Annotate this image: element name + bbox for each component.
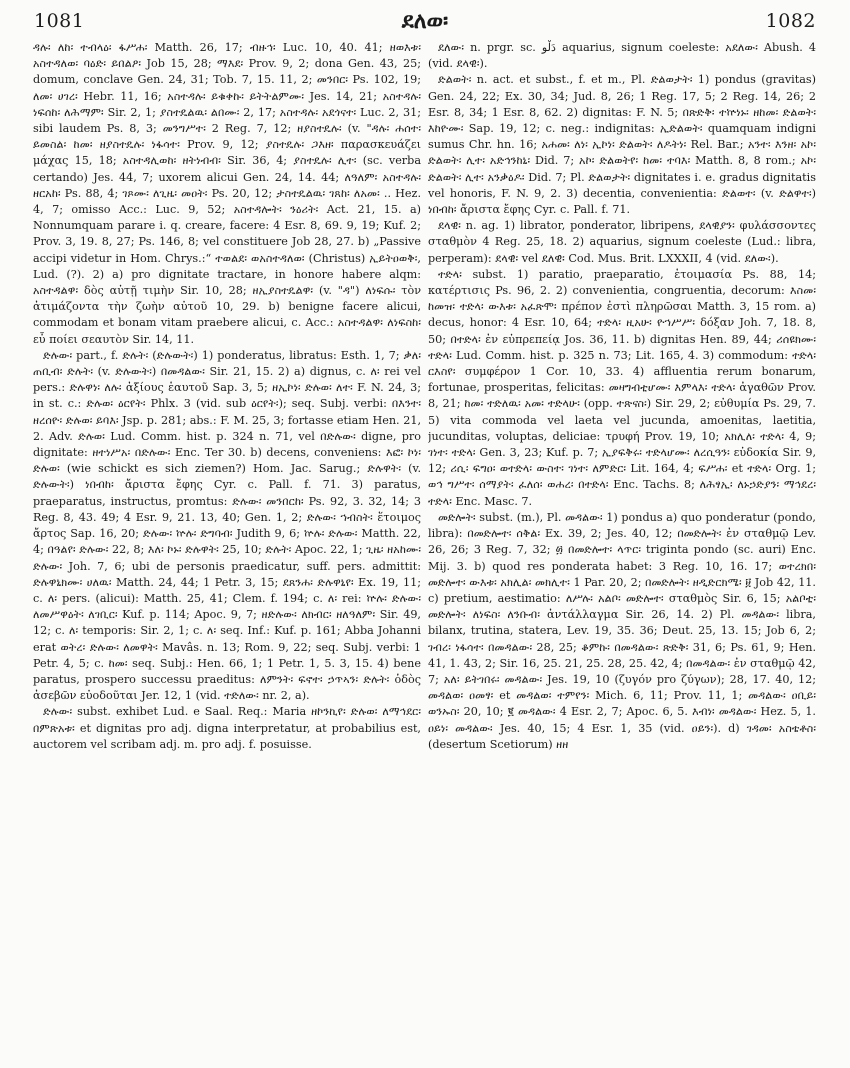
entry-paragraph: ድልወት፡ n. act. et subst., f. et m., Pl. ድልወታት፡ 1) pondus (gravitas) Gen. 24, 22; Ex. 30, 34; Jud. 8, 26; 1 Reg. 17, 5; 2 Reg. 14, 26; 2 Esr. 8, 34; 1 Esr. 8, 62. 2) dignitas: F. N. 5; በጽድቅ፡ ተኵነኑ፡ ዘከመ፡ ድልወት፡ እከዮሙ፡ Sap. 19, 12; c. neg.: indignitas: ኢድልወት፡ quamquam indigni sumus Chr. hn. 16; አሐመ፡ ለነ፡ ኢኮነ፡ ድልወት፡ ለዶትነ፡ Rel. Bar.; አንተ፡ እንዘ፡ አኮ፡ ድልወት፡ ሊተ፡ አድኅንከኒ፡ Did. 7; አኮ፡ ድልወትየ፡ ከመ፡ ተባእ፡ Matth. 8, 8 rom.; አኮ፡ ድልወት፡ ሊተ፡ አንቃዕዶ፡ Did. 7; Pl. ድልወታት፡ dignitates i. e. gradus dignitatis vel honoris, F. N. 9, 2. 3) decentia, convenientia: ድልወተ፡ (v. ድልዋተ፡) ነበብከ፡ ἄριστα ἔφης Cyr. c. Pall. f. 71. [428,73,816,217]
running-header [34,8,816,34]
right-column [428,40,816,1060]
page-number-left: 1081 [34,10,85,32]
entry-paragraph: ደላዊ፡ n. ag. 1) librator, ponderator, libripens, ደላዊያን፡ φυλάσσοντες σταθμὸν 4 Reg. 25, 18. 2) aquarius, signum coeleste (Lud.: libra, perperam): ደላዊ፡ vel ደለዊ፡ Cod. Mus. Brit. LXXXII, 4 (vid. ደለው፡). [428,219,816,265]
entry-paragraph: ዳሉ፡ ለከ፡ ተብላዕ፡ ፋሥሐ፡ Matth. 26, 17; ብዙኅ፡ Luc. 10, 40. 41; ዘወእቱ፡ አስተዳለወ፡ ባዕድ፡ ይበልዖ፡ Job 15, 28; ማእደ፡ Prov. 9, 2; dona Gen. 43, 25; domum, conclave Gen. 24, 31; Tob. 7, 15. 11, 2; መንበር፡ Ps. 102, 19; ለመ፡ ሀገረ፡ Hebr. 11, 16; አስተዳሉ፡ ይቁቀኩ፡ ይትትልምሙ፡ Jes. 14, 21; አስተዳሉ፡ ነፍሰከ፡ ለሕማም፡ Sir. 2, 1; ያስተዴልዉ፡ ልበሙ፡ 2, 17; አስተዳሉ፡ አደጎናተ፡ Luc. 2, 31; sibi laudem Ps. 8, 3; መንግሥተ፡ 2 Reg. 7, 12; ዘያስተዴሉ፡ (v. "ዳሉ፡ ሐሰተ፡ ይመስል፡ ከመ፡ ዘያስተዴሉ፡ ነፋሳተ፡ Prov. 9, 12; ያስተዴሉ፡ ጋእዘ፡ παρασκευάζει μάχας 15, 18; አስተዳሊወከ፡ ዘትነብብ፡ Sir. 36, 4; ያስተዴሉ፡ ሊተ፡ (sc. verba certando) Jes. 44, 7; uxorem alicui Gen. 24, 14. 44; ለዓለም፡ አስተዳሉ፡ ዘርአከ፡ Ps. 88, 4; ገጾሙ፡ ለጊዜ፡ መዐት፡ Ps. 20, 12; ታስተዴልዉ፡ ገጸከ፡ ለአመ፡ .. Hez. 4, 7; omisso Acc.: Luc. 9, 52; አስተዳሎት፡ ንዕሪት፡ Act. 21, 15. a) Nonnumquam parare i. q. creare, facere: 4 Esr. 8, 69. 9, 19; Kuf. 2; Prov. 3, 19. 8, 27; Ps. 146, 8; vel constituere Job 28, 27. b) „Passive accipi videtur in Hom. Chrys.:“ ተወልደ፡ ወአስተዳለወ፡ (Christus) ኢይትዐወቅ፡, Lud. (?). 2) a) pro dignitate tractare, in honore habere alqm: አስተዳልዋ፡ δὸς αὐτῇ τιμὴν Sir. 10, 28; ዘኢያስተዴልዋ፡ (v. "ዳ") ለነፍሱ፡ τὸν ἀτιμάζοντα τὴν ζωὴν αὐτοῦ 10, 29. b) benigne facere alicui, commodam et bonam vitam praebere alicui, c. Acc.: አስተዳልዋ፡ ለነፍስከ፡ εὖ ποίει σεαυτὸν Sir. 14, 11. [33,41,421,346]
entry-paragraph: ተድላ፡ subst. 1) paratio, praeparatio, ἑτοιμασία Ps. 88, 14; κατέρτισις Ps. 96, 2. 2) convenientia, congruentia, decorum: እስመ፡ ከመዝ፡ ተድላ፡ ውእቱ፡ አፈጽሞ፡ πρέπον ἐστὶ πληρῶσαι Matth. 3, 15 rom. a) decus, honor: 4 Esr. 10, 64; ተድላ፡ ዚአሁ፡ ዮኀሥሥ፡ δόξαν Joh. 7, 18. 8, 50; በተድላ፡ ἐν εὐπρεπείᾳ Jos. 36, 11. b) dignitas Hen. 89, 44; ሪሰዩክሙ፡ ተድላ፡ Lud. Comm. hist. p. 325 n. 73; Lit. 165, 4. 3) commodum: ተድላ፡ ርእስየ፡ συμφέρον 1 Cor. 10, 33. 4) affluentia rerum bonarum, fortunae, prosperitas, felicitas: መዛግብቲሆሙ፡ እምላእ፡ ተድላ፡ ἀγαθῶν Prov. 8, 21; ከመ፡ ተድለዉ፡ አመ፡ ተድላሁ፡ (opp. ተጽናስ፡) Sir. 29, 2; εὐθυμία Ps. 29, 7. 5) vita commoda vel laeta vel jucunda, amoenitas, laetitia, jucunditas, voluptas, deliciae: τρυφή Prov. 19, 10; አክሊለ፡ ተድላ፡ 4, 9; ገነተ፡ ተድላ፡ Gen. 3, 23; Kuf. p. 7; ኢያፍቅሩ፡ ተድላሆሙ፡ ለረሲዓን፡ εὐδοκία Sir. 9, 12; ሪሲ፡ ፍግዐ፡ ወተድላ፡ ውስተ፡ ገነተ፡ ለምድር፡ Lit. 164, 4; ፍሥሐ፡ et ተድላ፡ Org. 1; ወኅ ግሥተ፡ ሰማያት፡ ፈለሰ፡ ወሐረ፡ በተድላ፡ Enc. Tachs. 8; ለሕፃኢ፡ ለኑኃድያን፡ ማኅደረ፡ ተድላ፡ Enc. Masc. 7. [428,267,816,508]
entry-paragraph: ደለው፡ n. prgr. sc. دَلْو aquarius, signum coeleste: አደለው፡ Abush. 4 (vid. ደላዊ፡). [428,41,816,71]
entry-paragraph: ድሉው፡ subst. exhibet Lud. e Saal. Req.: Maria ዘኮንኪየ፡ ድሉወ፡ ለማኅደር፡ በምጽአቱ፡ et dignitas pro adj. digna interpretatur, at probabilius est, auctorem vel scribam adj. m. pro adj. f. posuisse. [33,705,421,751]
left-column [33,40,421,1060]
headword-title: ደለወ፡ [401,8,449,34]
page-number-right: 1082 [765,10,816,32]
entry-paragraph: ድሉው፡ part., f. ድሉት፡ (ድሉውት፡) 1) ponderatus, libratus: Esth. 1, 7; ቃለ፡ ጠቢብ፡ ድሉት፡ (v. ድሉውት፡) በመዳልው፡ Sir. 21, 15. 2) a) dignus, c. ለ፡ rei vel pers.: ድሉዋነ፡ ለሉ፡ ἀξίους ἑαυτοῦ Sap. 3, 5; ዘኢኮነ፡ ድሉወ፡ ለተ፡ F. N. 24, 3; in st. c.: ድሉወ፡ ዕርየት፡ Phlx. 3 (vid. sub ዕርየት፡); seq. Subj. verbi: በእንተ፡ ዘረሰዮ፡ ድሉወ፡ ይባእ፡ Jsp. p. 281; abs.: F. M. 25, 3; fortasse etiam Hen. 21, 2. Adv. ድሉወ፡ Lud. Comm. hist. p. 324 n. 71, vel በድሉው፡ digne, pro dignitate: ዘተነሥአ፡ በድሉው፡ Enc. Ter 30. b) decens, conveniens: እፎ፡ ኮነ፡ ድሉወ፡ (wie schickt es sich ziemen?) Hom. Jac. Sarug.; ድሉዋት፡ (v. ድሉውት፡) ነበብከ፡ ἄριστα ἔφης Cyr. c. Pall. f. 71. 3) paratus, praeparatus, instructus, promtus: ድሉው፡ መንበርከ፡ Ps. 92, 3. 32, 14; 3 Reg. 8, 43. 49; 4 Esr. 9, 21. 13, 40; Gen. 1, 2; ድሉው፡ ኀብስት፡ ἕτοιμος ἄρτος Sap. 16, 20; ድሉው፡ ኵሉ፡ ድግባብ፡ Judith 9, 6; ኵሉ፡ ድሉው፡ Matth. 22, 4; በዓልየ፡ ድሉው፡ 22, 8; እለ፡ ኮኑ፡ ድሉዋት፡ 25, 10; ድሉት፡ Apoc. 22, 1; ጊዜ፡ ዘአከሙ፡ ድሉው፡ Joh. 7, 6; ubi de personis praedicatur, suff. pers. admittit: ድሉዋኒክሙ፡ ሀለዉ፡ Matth. 24, 44; 1 Petr. 3, 15; ደጸንሐ፡ ድሉዋኒየ፡ Ex. 19, 11; c. ለ፡ pers. (alicui): Matth. 25, 41; Clem. f. 194; c. ለ፡ rei: ኵሉ፡ ድሉው፡ ለመሥዋዕት፡ ለገቢር፡ Kuf. p. 114; Apoc. 9, 7; ዘድሉው፡ ለክብር፡ ዘለዓለም፡ Sir. 49, 12; c. ለ፡ temporis: Sir. 2, 1; c. ለ፡ seq. Inf.: Kuf. p. 161; Abba Johanni erat ወትረ፡ ድሉው፡ ለመዋት፡ Mavâs. n. 13; Rom. 9, 22; seq. Subj. verbi: 1 Petr. 4, 5; c. ከመ፡ seq. Subj.: Hen. 66, 1; 1 Petr. 1, 5. 3, 15. 4) bene paratus, prospero successu praeditus: ለምንት፡ ፍኖተ፡ ኃጥኣን፡ ድሉት፡ ὁδὸς ἀσεβῶν εὐοδοῦται Jer. 12, 1 (vid. ተድለው፡ nr. 2, a). [33,348,421,703]
entry-paragraph: መድሎት፡ subst. (m.), Pl. መዳልው፡ 1) pondus a) quo ponderatur (pondo, libra): በመድሎተ፡ ሰቅል፡ Ex. 39, 2; Jes. 40, 12; በመድሎት፡ ἐν σταθμῷ Lev. 26, 26; 3 Reg. 7, 32; ፴ በመድሎተ፡ ላጥር፡ triginta pondo (sc. auri) Enc. Mij. 3. b) quod res ponderata habet: 3 Reg. 10, 16. 17; ወተረክበ፡ መድሎተ፡ ውእቱ፡ አክሊል፡ መክሊተ፡ 1 Par. 20, 2; በመድሎት፡ ዘዲድርክሜ፡ ፱ Job 42, 11. c) pretium, aestimatio: ለሥሉ፡ አልቦ፡ መድሎተ፡ σταθμὸς Sir. 6, 15; አልቦቲ፡ መድሎት፡ ለነፍስ፡ ለንቡብ፡ ἀντάλλαγμα Sir. 26, 14. 2) Pl. መዳልው፡ libra, bilanx, trutina, statera, Lev. 19, 35. 36; Deut. 25, 13. 15; Job 6, 2; ገብረ፡ ነፋሳተ፡ በመዳልው፡ 28, 25; ቆምኩ፡ በመዳልው፡ ጽድቅ፡ 31, 6; Ps. 61, 9; Hen. 41, 1. 43, 2; Sir. 16, 25. 21, 25. 28, 25. 42, 4; በመዳልው፡ ἐν σταθμῷ 42, 7; አለ፡ ይትገበሩ፡ መዳልው፡ Jes. 19, 10 (ζυγόν pro ζύγων); 28, 17. 40, 12; መዳልወ፡ ዐመፃ፡ et መዳልወ፡ ተምየን፡ Mich. 6, 11; Prov. 11, 1; መዳልው፡ ዐቢይ፡ ወንኡስ፡ 20, 10; ፪ መዳልው፡ 4 Esr. 2, 7; Apoc. 6, 5. እብነ፡ መዳልው፡ Hez. 5, 1. ዐይነ፡ መዳልው፡ Jes. 40, 15; 4 Esr. 1, 35 (vid. ዐይን፡). d) ገዳመ፡ አስቴቶስ፡ (desertum Scetiorum) ዘዘ [428,510,816,751]
